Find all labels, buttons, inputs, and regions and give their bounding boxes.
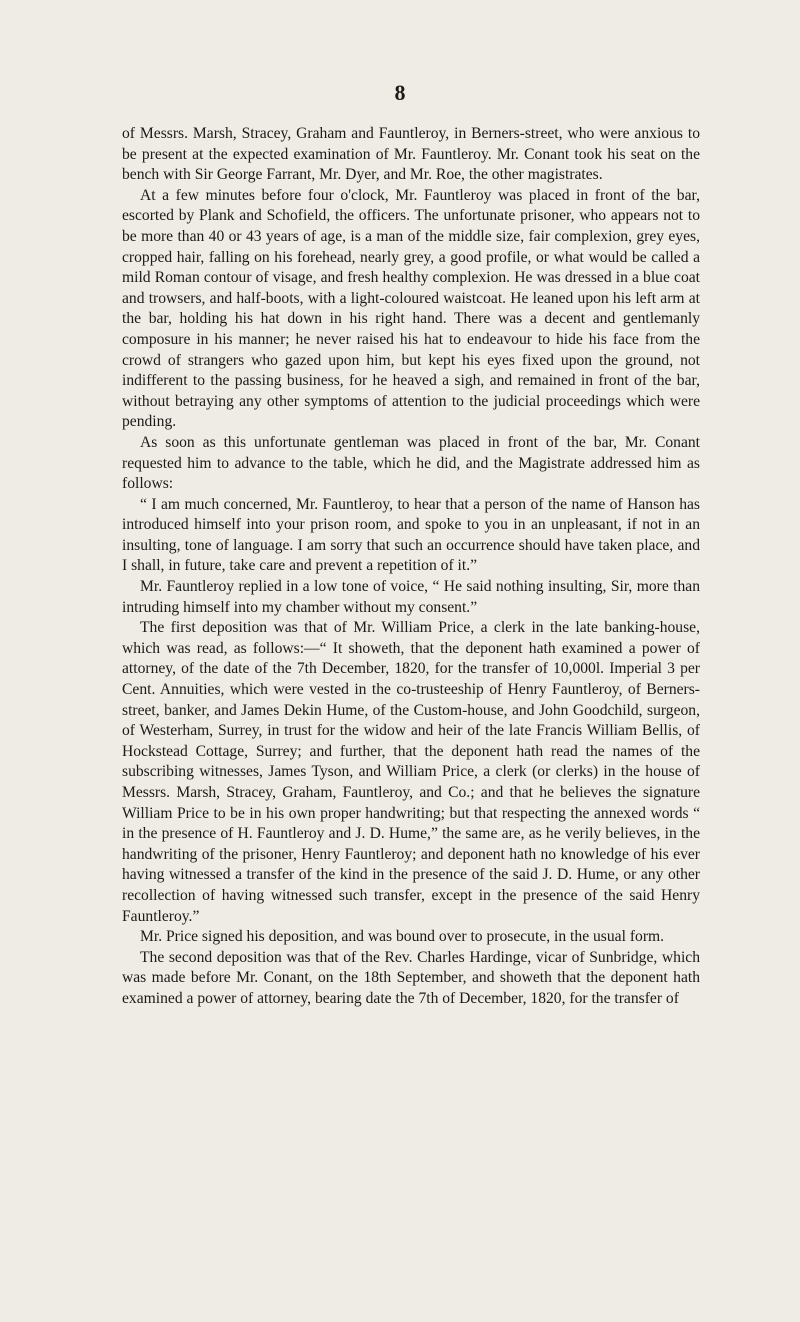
paragraph: The second deposition was that of the Rev. Charles Hardinge, vicar of Sunbridge, which was made before Mr. Conant, on the 18th September, and showeth that the deponent hath examined a power of attorney, bearing date the 7th of December, 1820, for the transfer of — [122, 948, 700, 1007]
page-number: 8 — [394, 80, 406, 105]
paragraph: At a few minutes before four o'clock, Mr. Fauntleroy was placed in front of the bar, escorted by Plank and Schofield, the officers. The unfortunate prisoner, who appears not to be more than 40 or 43 years of age, is a man of the middle size, fair complexion, grey eyes, cropped hair, falling on his forehead, nearly grey, a good profile, or what would be called a mild Roman contour of visage, and fresh healthy complexion. He was dressed in a blue coat and trowsers, and half-boots, with a light-coloured waistcoat. He leaned upon his left arm at the bar, holding his hat down in his right hand. There was a decent and gentlemanly composure in his manner; he never raised his hat to endeavour to hide his face from the crowd of strangers who gazed upon him, but kept his eyes fixed upon the ground, not indifferent to the passing business, for he heaved a sigh, and remained in front of the bar, without betraying any other symptoms of attention to the judicial proceedings which were pending. — [122, 186, 700, 431]
paragraph: of Messrs. Marsh, Stracey, Graham and Fauntleroy, in Berners-street, who were anxious to be present at the expected examination of Mr. Fauntleroy. Mr. Conant took his seat on the bench with Sir George Farrant, Mr. Dyer, and Mr. Roe, the other magistrates. — [122, 125, 700, 184]
paragraph: Mr. Fauntleroy replied in a low tone of voice, “ He said nothing insulting, Sir, more than intruding himself into my chamber without my consent.” — [122, 578, 700, 616]
paragraph: The first deposition was that of Mr. William Price, a clerk in the late banking-house, which was read, as follows:—“ It showeth, that the deponent hath examined a power of attorney, of the date of the 7th December, 1820, for the transfer of 10,000l. Imperial 3 per Cent. Annuities, which were vested in the co-trusteeship of Henry Fauntleroy, of Berners-street, banker, and James Dekin Hume, of the Custom-house, and John Goodchild, surgeon, of Westerham, Surrey, in trust for the widow and heir of the late Francis William Bellis, of Hockstead Cottage, Surrey; and further, that the deponent hath read the names of the subscribing witnesses, James Tyson, and William Price, a clerk (or clerks) in the house of Messrs. Marsh, Stracey, Graham, Fauntleroy, and Co.; and that he believes the signature William Price to be in his own proper handwriting; but that respecting the annexed words “ in the presence of H. Fauntleroy and J. D. Hume,” the same are, as he verily believes, in the handwriting of the prisoner, Henry Fauntleroy; and deponent hath no knowledge of his ever having witnessed a transfer of the kind in the presence of the said J. D. Hume, or any other recollection of having witnessed such transfer, except in the presence of the said Henry Fauntleroy.” — [122, 619, 700, 925]
paragraph: As soon as this unfortunate gentleman was placed in front of the bar, Mr. Conant requested him to advance to the table, which he did, and the Magistrate addressed him as follows: — [122, 433, 700, 493]
paragraph: “ I am much concerned, Mr. Fauntleroy, to hear that a person of the name of Hanson has introduced himself into your prison room, and spoke to you in an unpleasant, if not in an insulting, tone of language. I am sorry that such an occurrence should have taken place, and I shall, in future, take care and prevent a repetition of it.” — [122, 495, 700, 575]
body-text — [122, 124, 700, 1010]
paragraph: Mr. Price signed his deposition, and was bound over to prosecute, in the usual form. — [140, 928, 665, 946]
